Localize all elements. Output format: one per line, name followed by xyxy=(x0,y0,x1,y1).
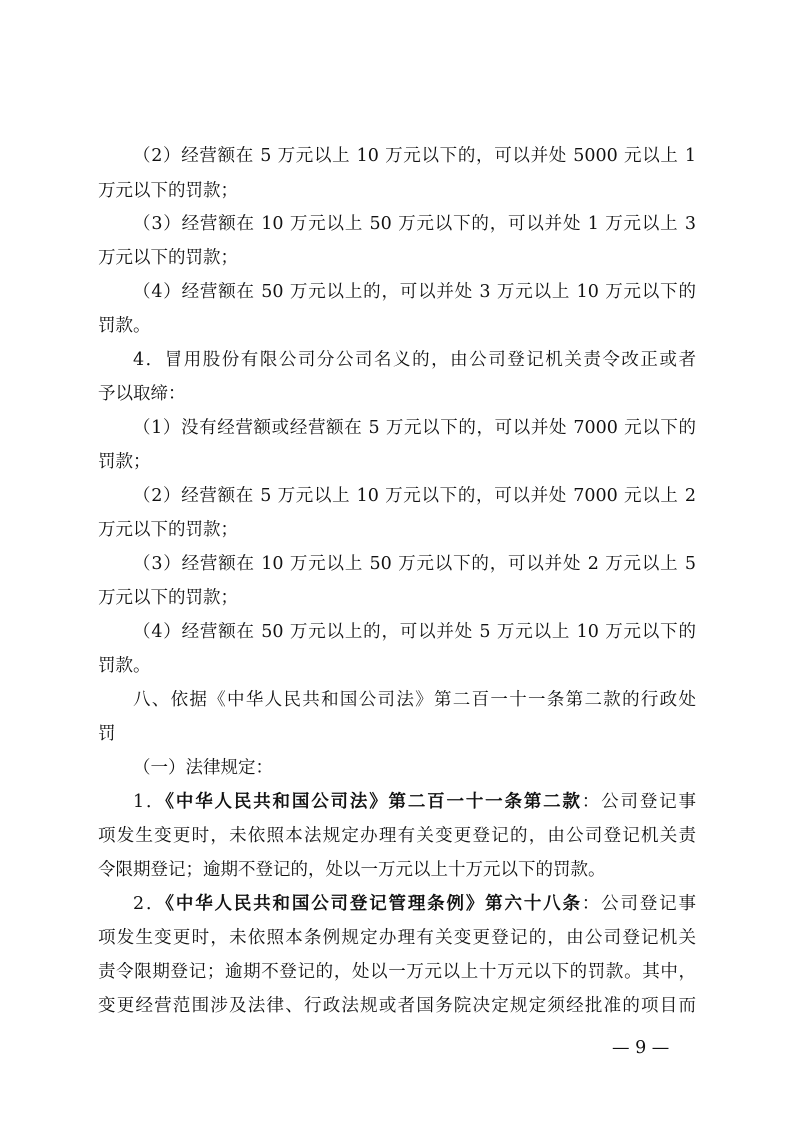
article-2-line xyxy=(133,892,696,916)
text-line: 变更经营范围涉及法律、行政法规或者国务院决定规定须经批准的项目而 xyxy=(98,996,696,1016)
text-line: 项发生变更时，未依照本法规定办理有关变更登记的，由公司登记机关责 xyxy=(98,826,696,846)
text-line: 万元以下的罚款； xyxy=(98,520,238,540)
text-line: 万元以下的罚款； xyxy=(98,588,238,608)
text-line: 项发生变更时，未依照本条例规定办理有关变更登记的，由公司登记机关 xyxy=(98,928,696,948)
text-line: （2）经营额在 5 万元以上 10 万元以下的，可以并处 7000 元以上 2 xyxy=(133,486,696,506)
article-2-number: 2． xyxy=(133,894,166,914)
article-2-title: 《中华人民共和国公司登记管理条例》第六十八条 xyxy=(165,894,582,914)
article-1-title: 《中华人民共和国公司法》第二百一十一条第二款 xyxy=(165,792,582,812)
text-line: （3）经营额在 10 万元以上 50 万元以下的，可以并处 2 万元以上 5 xyxy=(133,554,696,574)
text-line: （3）经营额在 10 万元以上 50 万元以下的，可以并处 1 万元以上 3 xyxy=(133,214,696,234)
section-heading: 八、依据《中华人民共和国公司法》第二百一十一条第二款的行政处 xyxy=(133,690,696,710)
text-line: 万元以下的罚款； xyxy=(98,248,238,268)
text-line: （4）经营额在 50 万元以上的，可以并处 5 万元以上 10 万元以下的 xyxy=(133,622,696,642)
text-line: （2）经营额在 5 万元以上 10 万元以下的，可以并处 5000 元以上 1 xyxy=(133,146,696,166)
text-line: 万元以下的罚款； xyxy=(98,181,238,201)
text-line: 予以取缔： xyxy=(98,384,186,404)
text-line: 令限期登记；逾期不登记的，处以一万元以上十万元以下的罚款。 xyxy=(98,860,606,880)
section-heading-cont: 罚 xyxy=(98,724,116,744)
text-line: 罚款。 xyxy=(98,316,151,336)
subsection-heading: （一）法律规定： xyxy=(133,758,273,778)
text-line: 罚款； xyxy=(98,452,151,472)
text-line: （4）经营额在 50 万元以上的，可以并处 3 万元以上 10 万元以下的 xyxy=(133,282,696,302)
text-line: 4．冒用股份有限公司分公司名义的，由公司登记机关责令改正或者 xyxy=(133,350,696,370)
article-1-line xyxy=(133,790,696,814)
text-line: 罚款。 xyxy=(98,656,151,676)
article-2-text: ：公司登记事 xyxy=(581,894,696,914)
text-line: （1）没有经营额或经营额在 5 万元以下的，可以并处 7000 元以下的 xyxy=(133,418,696,438)
text-line: 责令限期登记；逾期不登记的，处以一万元以上十万元以下的罚款。其中， xyxy=(98,962,696,982)
article-1-number: 1． xyxy=(133,792,166,812)
article-1-text: ：公司登记事 xyxy=(581,792,696,812)
page-number: — 9 — xyxy=(612,1038,670,1058)
